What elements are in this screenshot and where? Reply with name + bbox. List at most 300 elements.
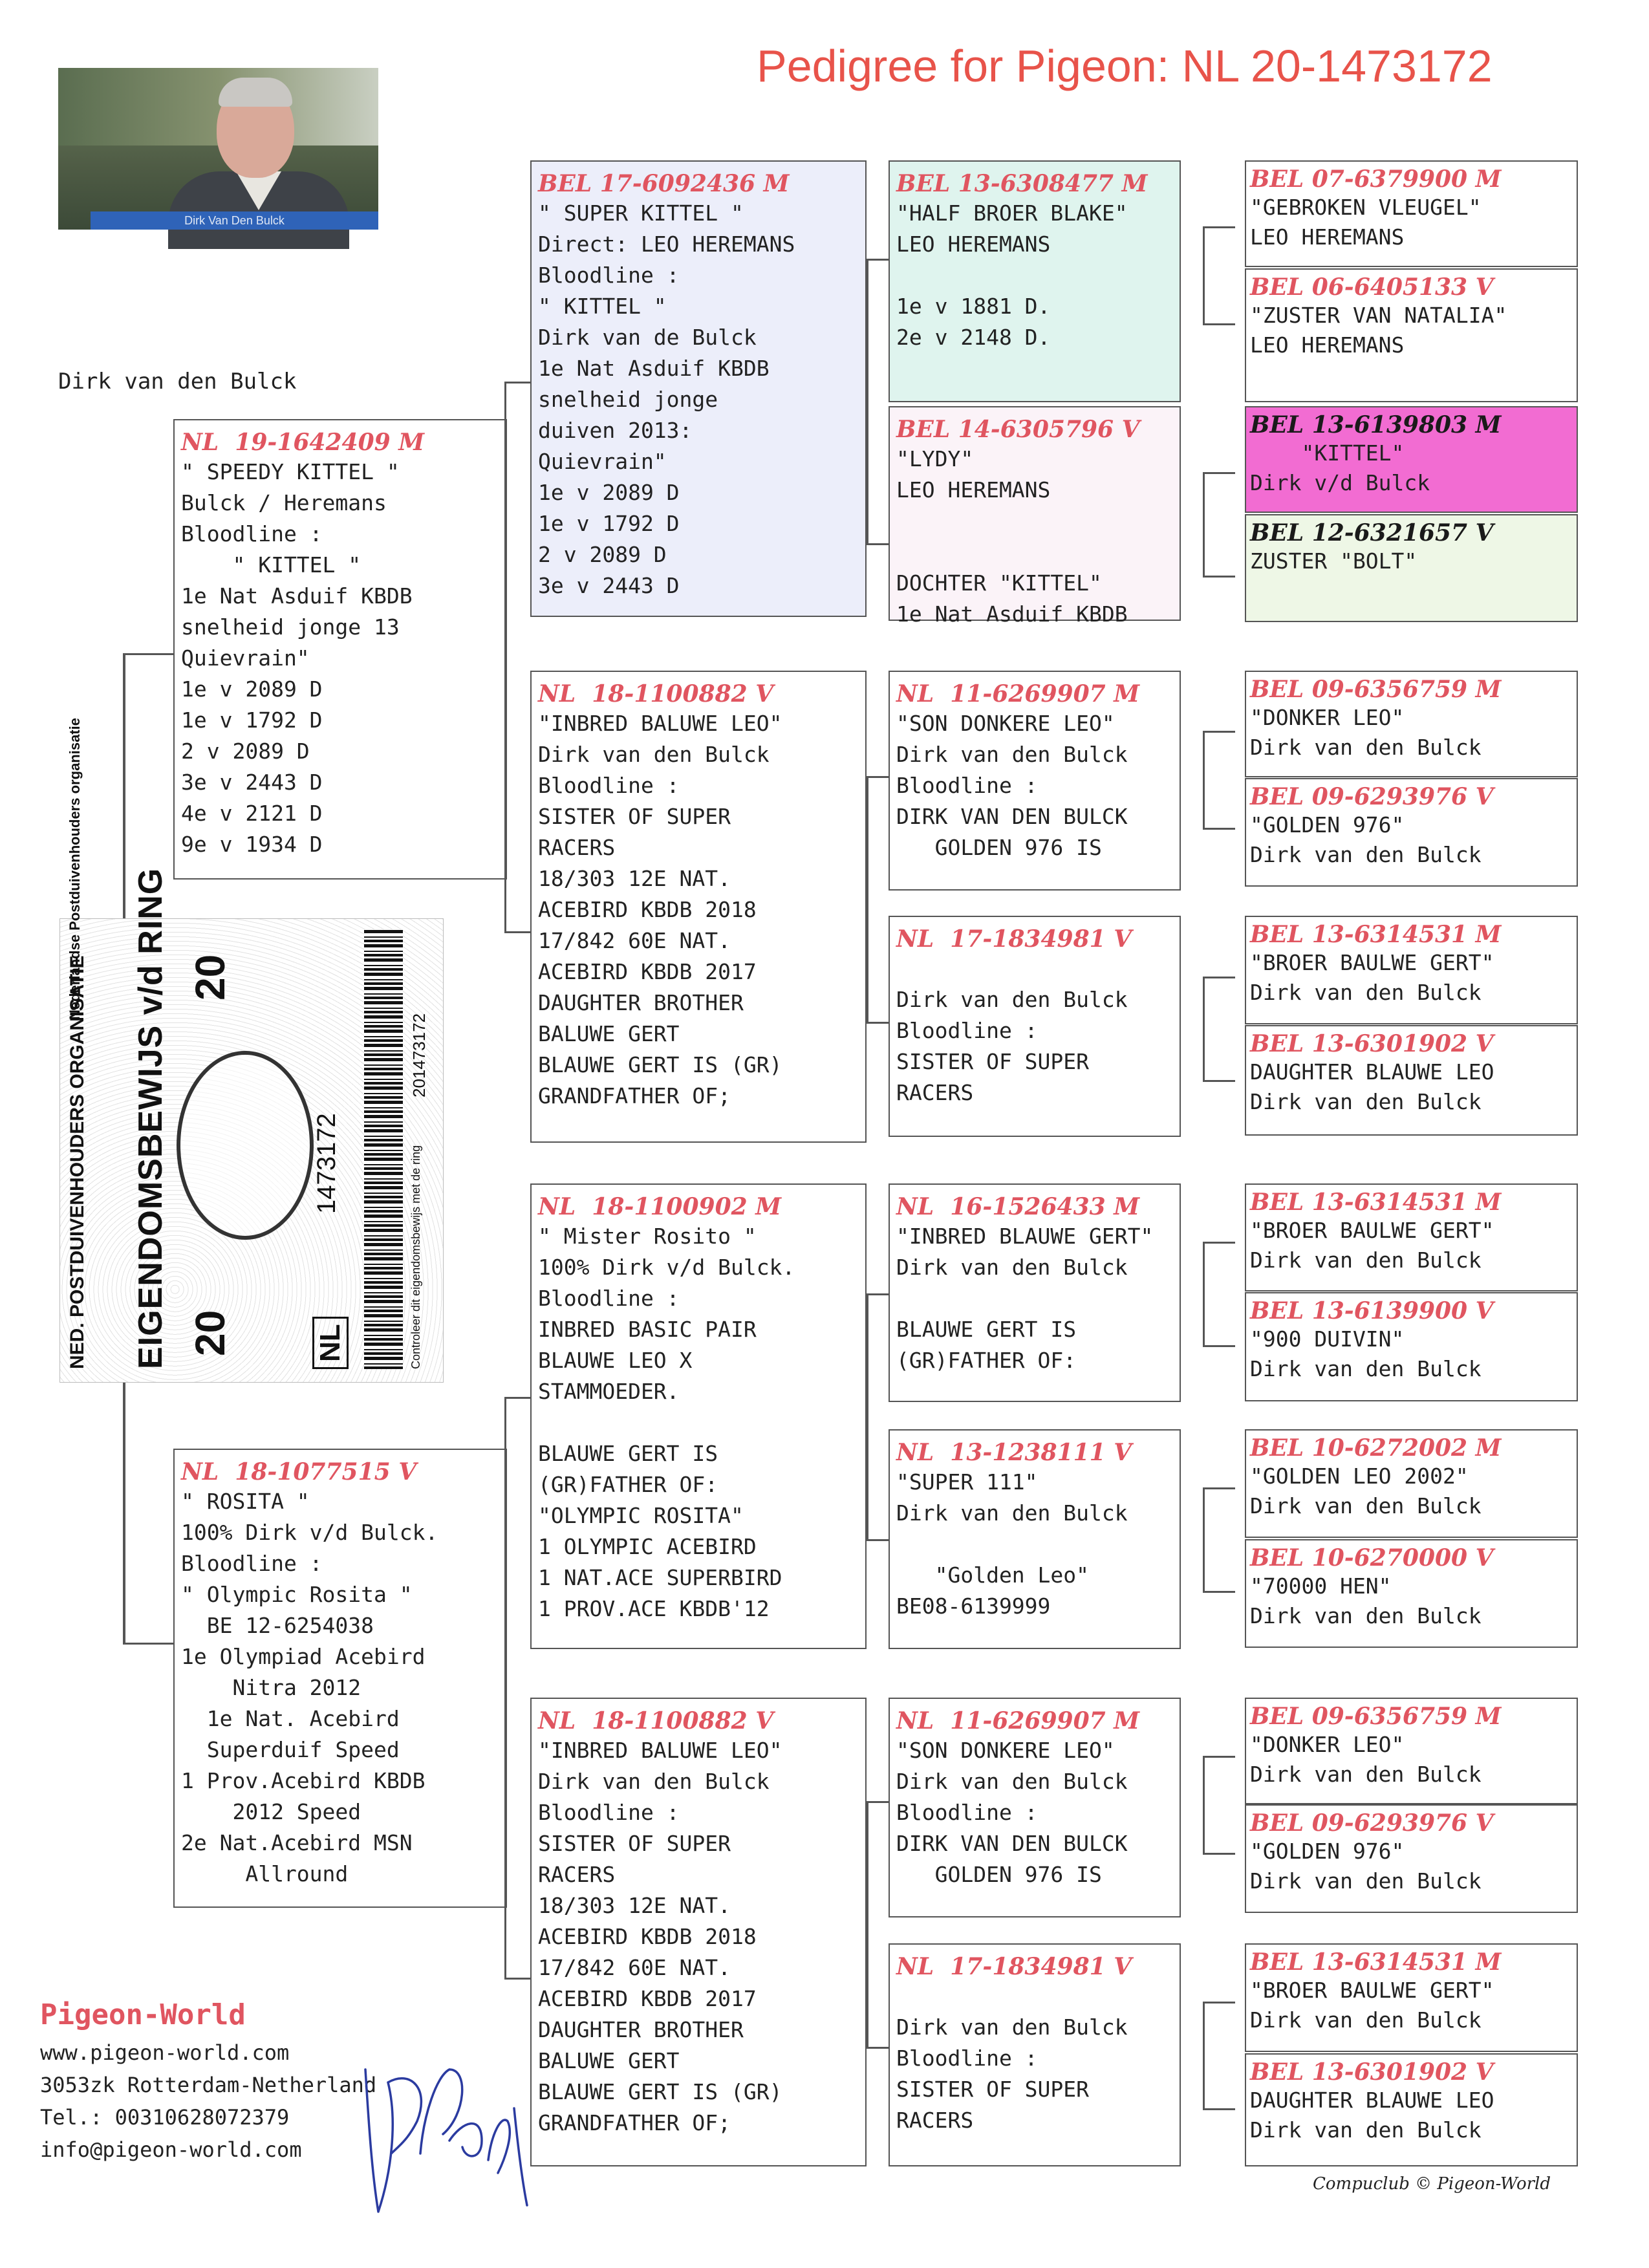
ring-number: BEL 14-6305796 V (896, 416, 1140, 443)
tree-connector (867, 1293, 868, 1539)
pedigree-line: duiven 2013: (538, 418, 693, 443)
pedigree-line: BE 12-6254038 (181, 1613, 374, 1638)
pedigree-line: ACEBIRD KBDB 2017 (538, 1986, 757, 2011)
pedigree-line: RACERS (538, 1862, 616, 1887)
ring-number: BEL 09-6293976 V (1250, 1809, 1494, 1837)
pedigree-line: 1e Nat Asduif KBDB (896, 601, 1128, 627)
ring-number: BEL 13-6139900 V (1250, 1297, 1494, 1324)
tree-connector (1203, 226, 1205, 323)
pedigree-box-gen3 (889, 406, 1181, 627)
tree-connector (867, 1293, 889, 1295)
pedigree-line: RACERS (538, 835, 616, 860)
pedigree-lines (1250, 546, 1573, 576)
pedigree-line: 1e Nat Asduif KBDB (181, 583, 413, 609)
pedigree-line: Superduif Speed (181, 1737, 400, 1762)
pedigree-line: GRANDFATHER OF; (538, 1083, 731, 1108)
pedigree-line: 1 Prov.Acebird KBDB (181, 1768, 426, 1793)
pedigree-line: "900 DUIVIN" (1250, 1326, 1405, 1352)
pedigree-lines (1250, 1976, 1573, 2035)
pedigree-line: ACEBIRD KBDB 2018 (538, 897, 757, 922)
tree-connector (1203, 977, 1235, 978)
pedigree-line: SISTER OF SUPER (538, 804, 731, 829)
owner-photo (58, 68, 378, 230)
pedigree-line: LEO HEREMANS (1250, 224, 1405, 250)
pedigree-line: Dirk van den Bulck (1250, 2007, 1482, 2033)
pedigree-lines (1250, 193, 1573, 252)
pedigree-line: Bloodline : (538, 263, 680, 288)
card-year-right: 20 (187, 954, 233, 1000)
ring-number: NL 13-1238111 V (896, 1439, 1132, 1466)
pedigree-box-gen3 (889, 671, 1181, 891)
tree-connector (123, 653, 173, 655)
pedigree-lines (896, 1221, 1173, 1376)
pedigree-line: 1 OLYMPIC ACEBIRD (538, 1534, 757, 1559)
pedigree-line: GOLDEN 976 IS (896, 835, 1102, 860)
pedigree-lines (1250, 810, 1573, 870)
pedigree-line: Dirk v/d Bulck (1250, 470, 1430, 495)
pedigree-line: ACEBIRD KBDB 2018 (538, 1924, 757, 1949)
pedigree-box-dam-dam (530, 1698, 867, 2166)
pedigree-line: Bloodline : (181, 1551, 323, 1576)
pedigree-line: Dirk van den Bulck (1250, 980, 1482, 1005)
tree-connector (1203, 1242, 1205, 1345)
pedigree-line: "GOLDEN 976" (1250, 1839, 1405, 1864)
ring-number: NL 18-1077515 V (181, 1458, 417, 1485)
pedigree-box-gen4 (1245, 671, 1578, 777)
brand-name: Pigeon-World (40, 1998, 246, 2031)
pedigree-line (896, 506, 1173, 537)
ring-number: BEL 09-6356759 M (1250, 676, 1502, 703)
barcode-icon (364, 929, 403, 1369)
pedigree-line: GRANDFATHER OF; (538, 2110, 731, 2135)
pedigree-box-gen4 (1245, 514, 1578, 622)
tree-connector (1203, 2002, 1205, 2108)
pedigree-lines (1250, 2086, 1573, 2145)
pedigree-line: "INBRED BLAUWE GERT" (896, 1224, 1154, 1249)
pedigree-lines (896, 444, 1173, 630)
pedigree-line: 2e v 2148 D. (896, 325, 1051, 350)
tree-connector (1203, 576, 1235, 578)
card-country: NL (312, 1317, 349, 1369)
tree-connector (867, 259, 868, 543)
pedigree-line: Dirk van den Bulck (1250, 1089, 1482, 1114)
pedigree-line (896, 1981, 1173, 2012)
pedigree-box-gen4 (1245, 916, 1578, 1024)
pedigree-line: Dirk van den Bulck (1250, 735, 1482, 760)
pedigree-box-gen3 (889, 1943, 1181, 2166)
ring-number: NL 18-1100882 V (538, 680, 774, 707)
pedigree-line: 1e v 1792 D (181, 707, 323, 733)
pedigree-line: BLAUWE GERT IS (GR) (538, 1052, 782, 1077)
pedigree-line: RACERS (896, 2108, 974, 2133)
ring-number: BEL 07-6379900 M (1250, 166, 1502, 193)
pedigree-lines (1250, 1057, 1573, 1117)
pedigree-line: LEO HEREMANS (896, 232, 1051, 257)
pedigree-line: 1e v 1792 D (538, 511, 680, 536)
photo-caption: Dirk Van Den Bulck (91, 211, 378, 230)
ring-number: BEL 13-6301902 V (1250, 2058, 1494, 2086)
pedigree-lines (538, 708, 859, 1112)
pedigree-line: RACERS (896, 1080, 974, 1105)
ring-number: BEL 12-6321657 V (1250, 519, 1494, 546)
pedigree-line: 1 PROV.ACE KBDB'12 (538, 1596, 770, 1621)
compuclub-credit: Compuclub © Pigeon-World (1313, 2174, 1551, 2194)
pedigree-line: Nitra 2012 (181, 1675, 361, 1700)
pedigree-box-gen4 (1245, 1429, 1578, 1538)
tree-connector (123, 1643, 173, 1645)
card-control-text: Controleer dit eigendomsbewijs met de ring (409, 1145, 422, 1369)
pedigree-box-subject (173, 419, 507, 880)
ring-number: BEL 09-6356759 M (1250, 1703, 1502, 1730)
ring-number: NL 17-1834981 V (896, 1953, 1132, 1980)
pedigree-box-dam-sire (530, 1183, 867, 1649)
pedigree-line: Bloodline : (538, 773, 680, 798)
pedigree-lines (1250, 1730, 1573, 1789)
pedigree-line: "DONKER LEO" (1250, 705, 1405, 730)
pedigree-line: 1e v 1881 D. (896, 294, 1051, 319)
pedigree-line (896, 1283, 1173, 1314)
pedigree-line: Quievrain" (181, 645, 310, 671)
tree-connector (1203, 472, 1235, 474)
pedigree-line: "GEBROKEN VLEUGEL" (1250, 195, 1482, 220)
pedigree-line: Dirk van den Bulck (1250, 1762, 1482, 1787)
card-ring-number: 1473172 (312, 1113, 341, 1214)
pedigree-lines (538, 1735, 859, 2139)
pedigree-line: LEO HEREMANS (1250, 332, 1405, 358)
tree-connector (1203, 472, 1205, 576)
pedigree-line: Bloodline : (181, 521, 323, 546)
ring-number: BEL 13-6308477 M (896, 170, 1148, 197)
tree-connector (867, 1801, 868, 2047)
pedigree-line: 18/303 12E NAT. (538, 866, 731, 891)
tree-connector (867, 2047, 889, 2049)
pedigree-line: 1e Olympiad Acebird (181, 1644, 426, 1669)
pedigree-line: 1e Nat Asduif KBDB (538, 356, 770, 381)
tree-connector (867, 543, 889, 545)
pedigree-line (896, 953, 1173, 984)
pedigree-line: " SUPER KITTEL " (538, 200, 744, 226)
pedigree-line: "70000 HEN" (1250, 1573, 1392, 1599)
pedigree-lines (896, 1981, 1173, 2136)
pedigree-line: 2 v 2089 D (538, 542, 667, 567)
pedigree-line: Dirk van den Bulck (1250, 1356, 1482, 1381)
signature (352, 2044, 540, 2218)
pedigree-line: "BROER BAULWE GERT" (1250, 1218, 1494, 1243)
pedigree-box-gen3 (889, 1429, 1181, 1649)
pedigree-lines (538, 198, 859, 601)
pedigree-lines (1250, 1216, 1573, 1275)
pedigree-box-gen3 (889, 160, 1181, 402)
pedigree-line: DAUGHTER BROTHER (538, 990, 744, 1015)
pedigree-line: Dirk van den Bulck (1250, 1868, 1482, 1894)
pedigree-line: 4e v 2121 D (181, 801, 323, 826)
pedigree-line: SISTER OF SUPER (896, 2077, 1090, 2102)
pedigree-line: "BROER BAULWE GERT" (1250, 950, 1494, 975)
pedigree-line: Dirk van den Bulck (896, 2014, 1128, 2040)
pedigree-line: "BROER BAULWE GERT" (1250, 1978, 1494, 2003)
pedigree-line: 1e Nat. Acebird (181, 1706, 400, 1731)
tree-connector (1203, 1242, 1235, 1244)
tree-connector (123, 1381, 125, 1643)
pedigree-box-gen4 (1245, 1804, 1578, 1913)
tree-connector (1203, 731, 1205, 828)
pedigree-lines (1250, 1571, 1573, 1631)
ring-number: NL 11-6269907 M (896, 1707, 1140, 1734)
pedigree-line: BLAUWE GERT IS (GR) (538, 2079, 782, 2104)
owner-name: Dirk van den Bulck (58, 369, 297, 394)
address: 3053zk Rotterdam-Netherland (40, 2073, 377, 2097)
pedigree-box-gen4 (1245, 1698, 1578, 1804)
ring-number: BEL 17-6092436 M (538, 170, 790, 197)
pedigree-line: 17/842 60E NAT. (538, 1955, 731, 1980)
pedigree-line: DAUGHTER BLAUWE LEO (1250, 2088, 1494, 2113)
pedigree-lines (896, 1467, 1173, 1622)
pedigree-line: 17/842 60E NAT. (538, 928, 731, 953)
pedigree-box-gen4 (1245, 2053, 1578, 2166)
ring-number: BEL 13-6139803 M (1250, 411, 1502, 438)
ring-number: NL 11-6269907 M (896, 680, 1140, 707)
pedigree-line: "SUPER 111" (896, 1469, 1038, 1495)
telephone: Tel.: 00310628072379 (40, 2105, 290, 2130)
pedigree-line: Dirk van den Bulck (538, 742, 770, 767)
pedigree-line: BLAUWE GERT IS (896, 1317, 1077, 1342)
tree-connector (867, 1539, 889, 1541)
pedigree-line: BALUWE GERT (538, 2048, 680, 2073)
pedigree-line: " ROSITA " (181, 1489, 310, 1514)
pedigree-box-gen4 (1245, 406, 1578, 513)
tree-connector (1203, 323, 1235, 325)
tree-connector (1203, 2002, 1235, 2003)
tree-connector (1203, 1080, 1235, 1082)
ring-number: BEL 10-6270000 V (1250, 1544, 1494, 1571)
pedigree-line: "INBRED BALUWE LEO" (538, 711, 782, 736)
tree-connector (504, 382, 530, 383)
pedigree-lines (896, 198, 1173, 353)
pedigree-line (538, 1407, 859, 1438)
tree-connector (504, 1978, 530, 1980)
pedigree-line: Dirk van den Bulck (896, 1769, 1128, 1794)
tree-connector (1203, 1487, 1205, 1591)
pedigree-line: " SPEEDY KITTEL " (181, 459, 400, 484)
tree-connector (1203, 2108, 1235, 2110)
pedigree-line: " Mister Rosito " (538, 1224, 757, 1249)
tree-connector (1203, 1591, 1235, 1593)
pedigree-line: Dirk van den Bulck (1250, 842, 1482, 867)
pedigree-line: Quievrain" (538, 449, 667, 474)
email: info@pigeon-world.com (40, 2137, 302, 2162)
ring-number: BEL 09-6293976 V (1250, 783, 1494, 810)
pedigree-lines (181, 1486, 499, 1890)
pedigree-line: "GOLDEN LEO 2002" (1250, 1463, 1469, 1489)
pedigree-lines (1250, 1462, 1573, 1521)
pedigree-lines (1250, 948, 1573, 1008)
pedigree-line: Allround (181, 1861, 349, 1886)
tree-connector (1203, 977, 1205, 1080)
tree-connector (504, 1397, 530, 1399)
pedigree-line: DAUGHTER BROTHER (538, 2017, 744, 2042)
pedigree-lines (1250, 301, 1573, 360)
page-title: Pedigree for Pigeon: NL 20-1473172 (757, 41, 1493, 91)
pedigree-line: Dirk van den Bulck (896, 1500, 1128, 1526)
pedigree-box-gen4 (1245, 778, 1578, 887)
tree-connector (1203, 828, 1235, 830)
pedigree-line: " KITTEL " (181, 552, 361, 578)
pedigree-lines (538, 1221, 859, 1625)
pedigree-box-gen4 (1245, 1539, 1578, 1648)
card-year: 20 (187, 1310, 233, 1356)
ring-number: NL 16-1526433 M (896, 1193, 1140, 1220)
pedigree-line: 18/303 12E NAT. (538, 1893, 731, 1918)
card-name: EIGENDOMSBEWIJS v/d RING (132, 867, 169, 1369)
pedigree-line: "LYDY" (896, 446, 974, 471)
ring-number: NL 17-1834981 V (896, 925, 1132, 953)
pedigree-line: "DONKER LEO" (1250, 1732, 1405, 1757)
pedigree-line: 3e v 2443 D (181, 770, 323, 795)
tree-connector (1203, 1487, 1235, 1489)
ring-number: BEL 13-6314531 M (1250, 1189, 1502, 1216)
pedigree-line: 2e Nat.Acebird MSN (181, 1830, 413, 1855)
pedigree-line: DAUGHTER BLAUWE LEO (1250, 1059, 1494, 1085)
ring-number: BEL 10-6272002 M (1250, 1434, 1502, 1462)
pedigree-line: "KITTEL" (1250, 440, 1405, 466)
pedigree-lines (181, 457, 499, 860)
pedigree-line: Dirk van den Bulck (1250, 1247, 1482, 1273)
pedigree-line: Dirk van den Bulck (896, 1255, 1128, 1280)
tree-connector (1203, 1756, 1205, 1853)
ring-number: BEL 13-6314531 M (1250, 921, 1502, 948)
pedigree-line: "ZUSTER VAN NATALIA" (1250, 303, 1507, 328)
pedigree-line: BALUWE GERT (538, 1021, 680, 1046)
tree-connector (1203, 1853, 1235, 1855)
pedigree-line (896, 537, 1173, 568)
pedigree-line: "Golden Leo" (896, 1562, 1090, 1588)
tree-connector (867, 1022, 889, 1024)
pedigree-line: Bloodline : (538, 1800, 680, 1825)
pedigree-line: BLAUWE LEO X (538, 1348, 693, 1373)
pedigree-lines (896, 1735, 1173, 1890)
pedigree-box-gen3 (889, 916, 1181, 1137)
ring-number: BEL 13-6314531 M (1250, 1949, 1502, 1976)
pedigree-line: GOLDEN 976 IS (896, 1862, 1102, 1887)
pedigree-line: snelheid jonge 13 (181, 614, 400, 640)
pedigree-line: " Olympic Rosita " (181, 1582, 413, 1607)
pedigree-line: Dirk van den Bulck (1250, 1493, 1482, 1518)
pedigree-line: 9e v 1934 D (181, 832, 323, 857)
pedigree-line: 100% Dirk v/d Bulck. (538, 1255, 795, 1280)
pedigree-box-gen4 (1245, 1292, 1578, 1401)
ring-number: BEL 06-6405133 V (1250, 274, 1494, 301)
pedigree-line: " KITTEL " (538, 294, 667, 319)
pedigree-line: SISTER OF SUPER (896, 1049, 1090, 1074)
ring-number: BEL 13-6301902 V (1250, 1030, 1494, 1057)
pedigree-lines (1250, 438, 1573, 498)
pedigree-line: INBRED BASIC PAIR (538, 1317, 757, 1342)
tree-connector (504, 931, 530, 933)
pedigree-line: BLAUWE GERT IS (538, 1441, 718, 1466)
pedigree-line: STAMMOEDER. (538, 1379, 680, 1404)
pedigree-line: Dirk van den Bulck (1250, 1603, 1482, 1628)
pedigree-line: Dirk van den Bulck (896, 987, 1128, 1012)
pedigree-box-dam (173, 1449, 507, 1908)
tree-connector (867, 776, 889, 778)
pedigree-lines (1250, 703, 1573, 762)
pedigree-box-gen4 (1245, 160, 1578, 267)
card-side-text: Nederlandse Postduivenhouders organisatie (67, 717, 83, 1020)
pedigree-line: 1e v 2089 D (538, 480, 680, 505)
pedigree-line: 1e v 2089 D (181, 676, 323, 702)
card-barcode-number: 201473172 (409, 1013, 429, 1097)
tree-connector (867, 259, 889, 261)
pedigree-line: 100% Dirk v/d Bulck. (181, 1520, 438, 1545)
ring-number: NL 18-1100902 M (538, 1193, 782, 1220)
pedigree-box-gen3 (889, 1698, 1181, 1917)
pedigree-line: Dirk van de Bulck (538, 325, 757, 350)
pedigree-box-gen3 (889, 1183, 1181, 1402)
pedigree-line: Bloodline : (896, 773, 1038, 798)
pedigree-line: ACEBIRD KBDB 2017 (538, 959, 757, 984)
website: www.pigeon-world.com (40, 2040, 290, 2065)
pedigree-line: Bloodline : (538, 1286, 680, 1311)
pedigree-line: DOCHTER "KITTEL" (896, 570, 1102, 596)
pedigree-line: LEO HEREMANS (896, 477, 1051, 502)
card-org: NED. POSTDUIVENHOUDERS ORGANISATIE (67, 955, 88, 1369)
pedigree-line: "OLYMPIC ROSITA" (538, 1503, 744, 1528)
pedigree-line: 3e v 2443 D (538, 573, 680, 598)
pedigree-line: (GR)FATHER OF: (538, 1472, 718, 1497)
pedigree-box-gen4 (1245, 1943, 1578, 2052)
pedigree-box-sire-dam (530, 671, 867, 1143)
pedigree-lines (1250, 1324, 1573, 1384)
pedigree-lines (896, 953, 1173, 1108)
pedigree-line: 2 v 2089 D (181, 739, 310, 764)
pedigree-line: Bloodline : (896, 1800, 1038, 1825)
pedigree-line: Direct: LEO HEREMANS (538, 232, 795, 257)
pedigree-line: "HALF BROER BLAKE" (896, 200, 1128, 226)
tree-connector (867, 776, 868, 1022)
pedigree-line: Bulck / Heremans (181, 490, 387, 515)
pedigree-line: "SON DONKERE LEO" (896, 1738, 1115, 1763)
pedigree-box-gen4 (1245, 1183, 1578, 1291)
tree-connector (1203, 731, 1235, 733)
pedigree-line: (GR)FATHER OF: (896, 1348, 1077, 1373)
tree-connector (1203, 1345, 1235, 1347)
pedigree-line: Dirk van den Bulck (896, 742, 1128, 767)
pedigree-box-gen4 (1245, 1025, 1578, 1136)
pedigree-line: "INBRED BALUWE LEO" (538, 1738, 782, 1763)
pedigree-box-sire (530, 160, 867, 617)
pedigree-line: 2012 Speed (181, 1799, 361, 1824)
pedigree-line: SISTER OF SUPER (538, 1831, 731, 1856)
pedigree-lines (896, 708, 1173, 863)
pedigree-line: Bloodline : (896, 1018, 1038, 1043)
tree-connector (1203, 1756, 1235, 1758)
pedigree-line: Dirk van den Bulck (1250, 2117, 1482, 2143)
pedigree-line: BE08-6139999 (896, 1593, 1051, 1619)
pedigree-line: Dirk van den Bulck (538, 1769, 770, 1794)
pedigree-line: "SON DONKERE LEO" (896, 711, 1115, 736)
tree-connector (867, 1801, 889, 1803)
ring-number: NL 18-1100882 V (538, 1707, 774, 1734)
pedigree-line (896, 260, 1173, 291)
npo-seal-icon (177, 1051, 314, 1240)
pedigree-line: DIRK VAN DEN BULCK (896, 804, 1128, 829)
pedigree-line: 1 NAT.ACE SUPERBIRD (538, 1565, 782, 1590)
pedigree-line: DIRK VAN DEN BULCK (896, 1831, 1128, 1856)
pedigree-line: ZUSTER "BOLT" (1250, 548, 1417, 574)
ring-number: NL 19-1642409 M (181, 429, 425, 456)
pedigree-line: Bloodline : (896, 2046, 1038, 2071)
pedigree-lines (1250, 1837, 1573, 1896)
